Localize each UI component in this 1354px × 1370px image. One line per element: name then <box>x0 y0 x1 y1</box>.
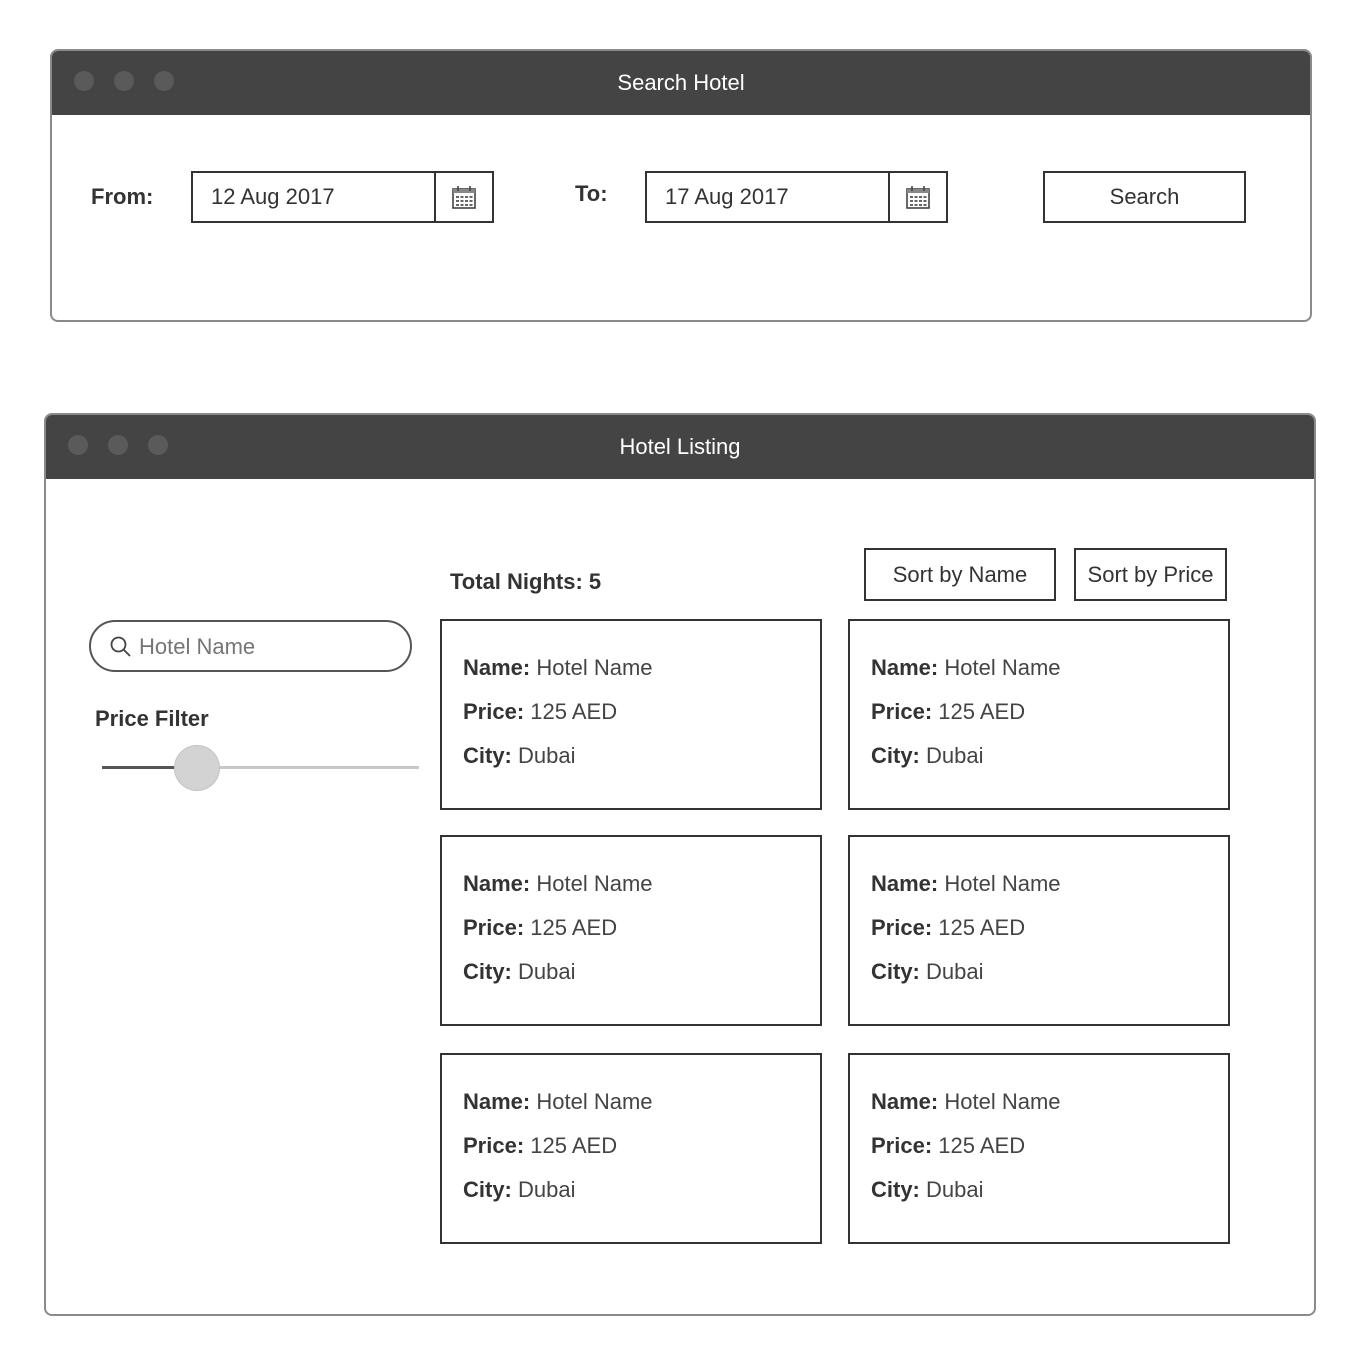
hotel-name: Hotel Name <box>536 1089 653 1114</box>
search-hotel-window <box>50 49 1312 322</box>
hotel-price: 125 AED <box>938 1133 1026 1158</box>
listing-window-titlebar <box>46 415 1314 479</box>
hotel-city-row <box>871 1177 984 1203</box>
price-label: Price: <box>871 699 933 724</box>
hotel-price-row <box>871 1133 1025 1159</box>
hotel-name: Hotel Name <box>944 1089 1061 1114</box>
hotel-name: Hotel Name <box>536 871 653 896</box>
window-close-dot[interactable] <box>74 71 94 91</box>
to-label: To: <box>575 181 608 206</box>
price-label: Price: <box>871 915 933 940</box>
name-label: Name: <box>871 655 939 680</box>
hotel-name: Hotel Name <box>944 655 1061 680</box>
hotel-card[interactable] <box>848 835 1230 1026</box>
hotel-name: Hotel Name <box>944 871 1061 896</box>
window-maximize-dot[interactable] <box>148 435 168 455</box>
hotel-city-row <box>463 743 576 769</box>
hotel-price: 125 AED <box>530 699 618 724</box>
hotel-price: 125 AED <box>938 699 1026 724</box>
price-label: Price: <box>463 699 525 724</box>
price-filter-label: Price Filter <box>95 706 209 731</box>
hotel-name: Hotel Name <box>536 655 653 680</box>
search-button[interactable]: Search <box>1043 171 1246 223</box>
city-label: City: <box>463 959 512 984</box>
search-icon <box>109 635 133 659</box>
hotel-city: Dubai <box>926 1177 984 1202</box>
hotel-price-row <box>463 915 617 941</box>
slider-thumb[interactable] <box>174 745 220 791</box>
from-label: From: <box>91 184 154 209</box>
city-label: City: <box>871 1177 920 1202</box>
hotel-price-row <box>871 915 1025 941</box>
hotel-name-row <box>463 871 653 897</box>
sort-by-price-button[interactable]: Sort by Price <box>1074 548 1227 601</box>
hotel-card[interactable] <box>848 1053 1230 1244</box>
city-label: City: <box>463 743 512 768</box>
hotel-city-row <box>871 743 984 769</box>
hotel-card[interactable] <box>440 619 822 810</box>
name-label: Name: <box>871 871 939 896</box>
window-minimize-dot[interactable] <box>114 71 134 91</box>
hotel-city: Dubai <box>518 1177 576 1202</box>
hotel-price: 125 AED <box>530 1133 618 1158</box>
hotel-city-row <box>463 1177 576 1203</box>
hotel-name-search[interactable] <box>89 620 412 672</box>
calendar-icon <box>904 183 932 211</box>
from-date-field[interactable] <box>191 171 494 223</box>
hotel-city-row <box>871 959 984 985</box>
hotel-city: Dubai <box>518 959 576 984</box>
window-close-dot[interactable] <box>68 435 88 455</box>
to-date-field[interactable] <box>645 171 948 223</box>
hotel-city: Dubai <box>926 959 984 984</box>
listing-window-title: Hotel Listing <box>619 434 741 459</box>
calendar-icon <box>450 183 478 211</box>
name-label: Name: <box>871 1089 939 1114</box>
hotel-name-row <box>871 1089 1061 1115</box>
hotel-price-row <box>463 1133 617 1159</box>
hotel-name-row <box>463 655 653 681</box>
search-window-titlebar <box>52 51 1310 115</box>
to-date-value[interactable]: 17 Aug 2017 <box>665 184 789 209</box>
hotel-listing-window <box>44 413 1316 1316</box>
hotel-card[interactable] <box>440 835 822 1026</box>
window-minimize-dot[interactable] <box>108 435 128 455</box>
hotel-price: 125 AED <box>530 915 618 940</box>
window-maximize-dot[interactable] <box>154 71 174 91</box>
hotel-card[interactable] <box>440 1053 822 1244</box>
city-label: City: <box>871 959 920 984</box>
price-label: Price: <box>463 915 525 940</box>
name-label: Name: <box>463 1089 531 1114</box>
hotel-city: Dubai <box>518 743 576 768</box>
hotel-city: Dubai <box>926 743 984 768</box>
hotel-name-row <box>871 871 1061 897</box>
search-input[interactable] <box>137 630 391 664</box>
name-label: Name: <box>463 655 531 680</box>
city-label: City: <box>871 743 920 768</box>
from-calendar-button[interactable] <box>434 173 492 221</box>
search-window-title: Search Hotel <box>617 70 745 95</box>
hotel-name-row <box>463 1089 653 1115</box>
price-label: Price: <box>463 1133 525 1158</box>
city-label: City: <box>463 1177 512 1202</box>
hotel-name-row <box>871 655 1061 681</box>
price-label: Price: <box>871 1133 933 1158</box>
price-slider[interactable] <box>102 745 419 791</box>
hotel-card[interactable] <box>848 619 1230 810</box>
name-label: Name: <box>463 871 531 896</box>
total-nights: Total Nights: 5 <box>450 569 602 594</box>
hotel-price-row <box>871 699 1025 725</box>
sort-by-name-button[interactable]: Sort by Name <box>864 548 1056 601</box>
hotel-price-row <box>463 699 617 725</box>
hotel-price: 125 AED <box>938 915 1026 940</box>
hotel-city-row <box>463 959 576 985</box>
from-date-value[interactable]: 12 Aug 2017 <box>211 184 335 209</box>
to-calendar-button[interactable] <box>888 173 946 221</box>
